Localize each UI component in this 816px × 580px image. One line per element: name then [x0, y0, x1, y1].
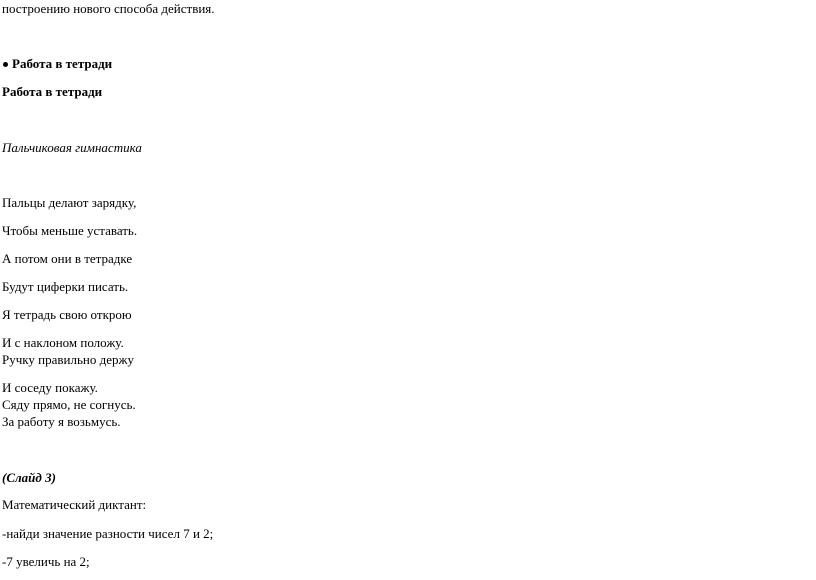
bullet-heading-text: Работа в тетради [12, 56, 113, 71]
poem-line: Чтобы меньше уставать. [2, 223, 138, 238]
poem-line: Я тетрадь свою открою [2, 307, 132, 322]
poem-line: Ручку правильно держу [2, 352, 134, 367]
bullet-heading [2, 56, 112, 72]
poem-line: Пальцы делают зарядку, [2, 195, 137, 210]
task-item: -найди значение разности чисел 7 и 2; [2, 526, 214, 541]
poem-line: Будут циферки писать. [2, 279, 129, 294]
gymnastics-title: Пальчиковая гимнастика [2, 140, 142, 155]
section-heading: Работа в тетради [2, 84, 103, 99]
poem-line: И с наклоном положу. [2, 335, 124, 350]
poem-line: И соседу покажу. [2, 380, 98, 395]
poem-line: Сяду прямо, не согнусь. [2, 397, 136, 412]
dictation-title: Математический диктант: [2, 497, 147, 512]
poem-line: За работу я возьмусь. [2, 414, 121, 429]
slide-label: (Слайд 3) [2, 470, 56, 485]
bullet-icon [3, 62, 8, 67]
task-item: -7 увеличь на 2; [2, 554, 90, 569]
intro-line: построению нового способа действия. [2, 1, 215, 16]
poem-line: А потом они в тетрадке [2, 251, 133, 266]
